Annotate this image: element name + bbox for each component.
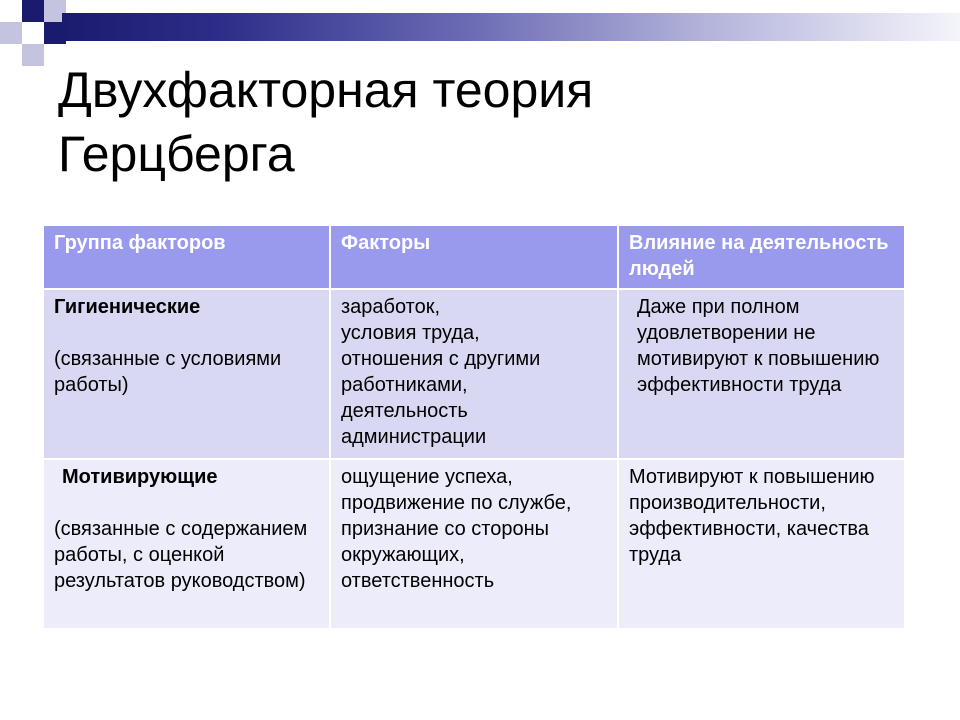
decor-square xyxy=(0,22,22,44)
table-row xyxy=(43,289,905,459)
header-gradient-bar xyxy=(62,13,960,41)
table-row xyxy=(43,459,905,629)
factors-text: ощущение успеха, продвижение по службе, признание со стороны окружающих, ответственность xyxy=(341,466,572,592)
factors-cell xyxy=(330,459,618,629)
influence-text: Мотивируют к повышению производительности, эффективности, качества труда xyxy=(629,466,875,566)
group-name: Мотивирующие xyxy=(62,466,218,488)
decor-square xyxy=(22,0,44,22)
group-cell xyxy=(43,459,330,629)
group-cell xyxy=(43,289,330,459)
influence-text: Даже при полном удовлетворении не мотивируют к повышению эффективности труда xyxy=(637,296,880,396)
table-header-row xyxy=(43,225,905,289)
header-factors: Факторы xyxy=(330,225,618,289)
decor-square xyxy=(22,44,44,66)
group-note: (связанные с условиями работы) xyxy=(54,348,282,396)
group-name: Гигиенические xyxy=(54,296,201,318)
influence-cell xyxy=(618,289,905,459)
slide-title: Двухфакторная теория Герцберга xyxy=(58,62,594,182)
group-note: (связанные с содержанием работы, с оценкой результатов руководством) xyxy=(54,518,308,592)
factors-cell xyxy=(330,289,618,459)
header-influence: Влияние на деятельность людей xyxy=(618,225,905,289)
factors-text: заработок, условия труда, отношения с другими работниками, деятельность администрации xyxy=(341,296,541,448)
influence-cell xyxy=(618,459,905,629)
herzberg-table xyxy=(42,224,906,630)
header-group: Группа факторов xyxy=(43,225,330,289)
